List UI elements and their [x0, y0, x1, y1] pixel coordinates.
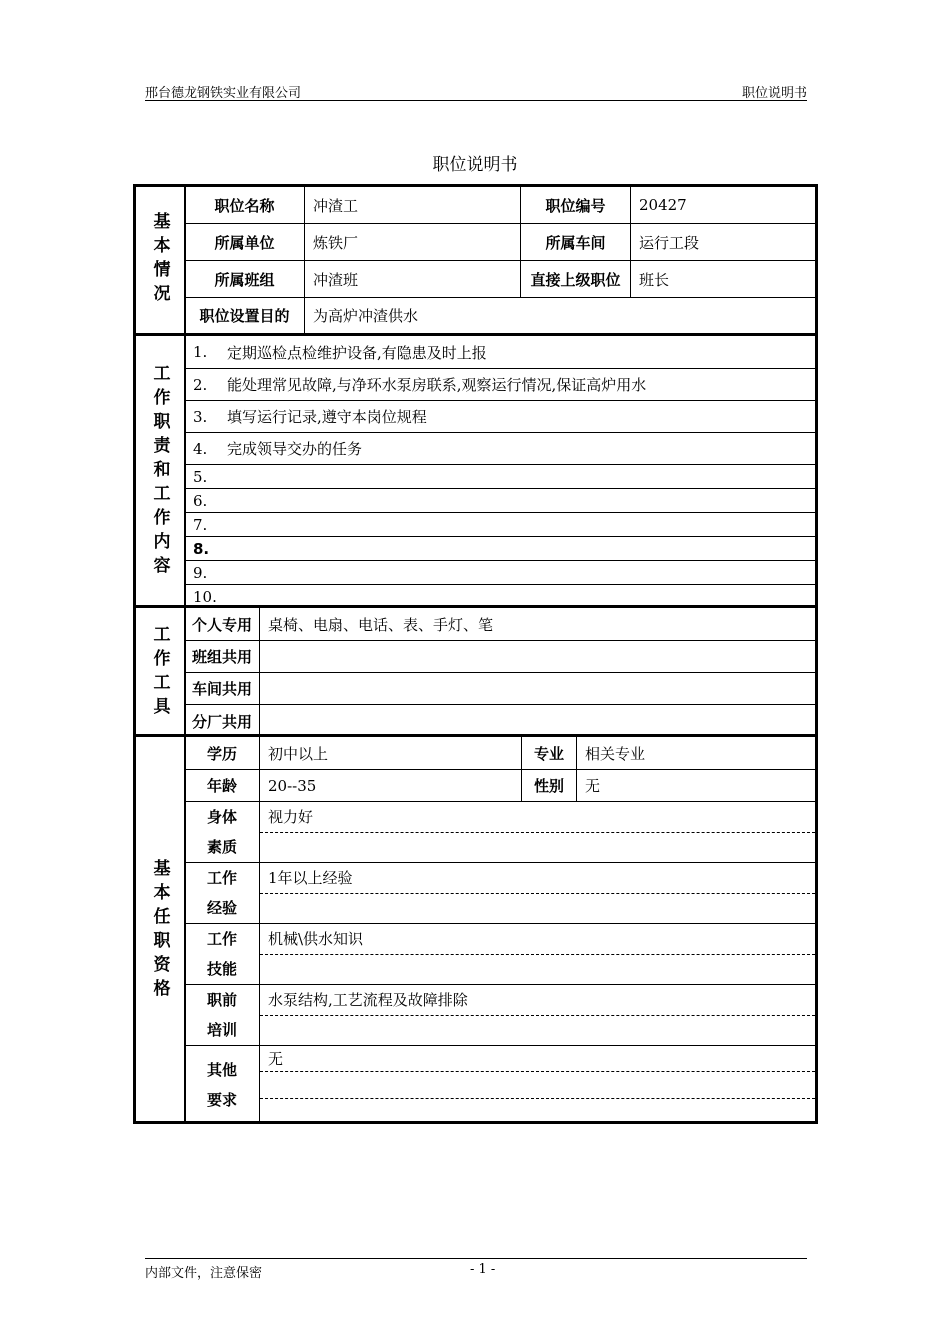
tool-row [185, 672, 815, 704]
position-code-label: 职位编号 [520, 187, 630, 223]
duty-text: 填写运行记录,遵守本岗位规程 [227, 408, 427, 426]
section-label-tools: 工作工具 [136, 608, 186, 737]
duty-number: 6. [193, 491, 208, 510]
section-label-duties: 工作职责和工作内容 [136, 336, 186, 608]
duty-text: 定期巡检点检维护设备,有隐患及时上报 [227, 343, 487, 362]
duty-number: 1. [193, 343, 208, 361]
row-physical [185, 801, 815, 862]
superior-label: 直接上级职位 [520, 261, 630, 297]
row-skills [185, 923, 815, 984]
duty-number: 8. [193, 539, 210, 558]
header-doc-type: 职位说明书 [741, 86, 807, 101]
duty-number: 4. [193, 439, 208, 458]
duty-number: 2. [193, 375, 208, 394]
purpose-value: 为高炉冲渣供水 [304, 298, 815, 333]
training-label: 职前 培训 [206, 991, 237, 1039]
education-value: 初中以上 [259, 737, 521, 769]
duty-row [185, 336, 815, 368]
row-education [185, 737, 815, 769]
section-qualifications [136, 734, 815, 1124]
physical-value: 视力好 [260, 802, 815, 833]
duty-text: 完成领导交办的任务 [227, 440, 363, 458]
header-divider [145, 100, 807, 101]
position-name-value: 冲渣工 [304, 187, 520, 223]
section-label-basic-info: 基本情况 [136, 187, 186, 333]
training-value: 水泵结构,工艺流程及故障排除 [260, 985, 815, 1016]
education-label: 学历 [206, 744, 237, 763]
tool-row [185, 704, 815, 737]
duty-row [185, 400, 815, 432]
superior-value: 班长 [630, 261, 815, 297]
tool-value: 桌椅、电扇、电话、表、手灯、笔 [259, 608, 815, 640]
position-name-label: 职位名称 [214, 196, 275, 215]
duty-number: 9. [193, 563, 208, 582]
tool-value [259, 641, 815, 672]
footer-divider [145, 1258, 807, 1259]
experience-label: 工作 经验 [206, 869, 237, 917]
other-value: 无 [260, 1046, 815, 1072]
age-label: 年龄 [206, 777, 237, 795]
row-other [185, 1045, 815, 1124]
skills-label: 工作 技能 [206, 930, 237, 978]
duty-number: 10. [193, 587, 217, 606]
duty-row [185, 464, 815, 488]
duty-text: 能处理常见故障,与净环水泵房联系,观察运行情况,保证高炉用水 [227, 376, 647, 394]
page-number: - 1 - [470, 1262, 496, 1277]
workshop-value: 运行工段 [630, 224, 815, 260]
unit-value: 炼铁厂 [304, 224, 520, 260]
tool-row [185, 640, 815, 672]
duty-row [185, 512, 815, 536]
duty-row [185, 560, 815, 584]
tool-value [259, 705, 815, 737]
tool-label: 班组共用 [191, 648, 252, 666]
skills-value: 机械\供水知识 [260, 924, 815, 955]
document-title: 职位说明书 [432, 155, 518, 175]
purpose-label: 职位设置目的 [199, 307, 290, 325]
row-age [185, 769, 815, 801]
major-value: 相关专业 [576, 737, 815, 769]
duty-number: 5. [193, 467, 208, 486]
section-label-qualifications: 基本任职资格 [136, 737, 186, 1124]
major-label: 专业 [521, 737, 576, 769]
physical-label: 身体 素质 [206, 808, 237, 856]
duty-row [185, 488, 815, 512]
position-code-value: 20427 [630, 187, 815, 223]
tool-row [185, 608, 815, 640]
row-purpose [185, 297, 815, 333]
gender-value: 无 [576, 770, 815, 801]
company-name: 邢台德龙钢铁实业有限公司 [145, 86, 302, 101]
gender-label: 性别 [521, 770, 576, 801]
team-value: 冲渣班 [304, 261, 520, 297]
job-description-table [133, 184, 818, 1124]
other-label: 其他 要求 [206, 1061, 237, 1109]
duty-row [185, 536, 815, 560]
age-value: 20--35 [259, 770, 521, 801]
section-tools [136, 605, 815, 737]
duty-number: 7. [193, 515, 208, 534]
duty-number: 3. [193, 407, 208, 426]
section-duties [136, 333, 815, 608]
unit-label: 所属单位 [214, 233, 275, 252]
workshop-label: 所属车间 [520, 224, 630, 260]
duty-row [185, 368, 815, 400]
row-unit [185, 223, 815, 260]
row-experience [185, 862, 815, 923]
row-position-name [185, 187, 815, 223]
footer-confidential-note: 内部文件，注意保密 [145, 1266, 263, 1281]
duty-row [185, 432, 815, 464]
row-training [185, 984, 815, 1045]
section-basic-info [136, 187, 815, 333]
tool-value [259, 673, 815, 704]
experience-value: 1年以上经验 [260, 863, 815, 894]
row-team [185, 260, 815, 297]
team-label: 所属班组 [214, 270, 275, 289]
tool-label: 分厂共用 [191, 712, 252, 731]
tool-label: 个人专用 [191, 615, 252, 634]
tool-label: 车间共用 [191, 680, 252, 698]
